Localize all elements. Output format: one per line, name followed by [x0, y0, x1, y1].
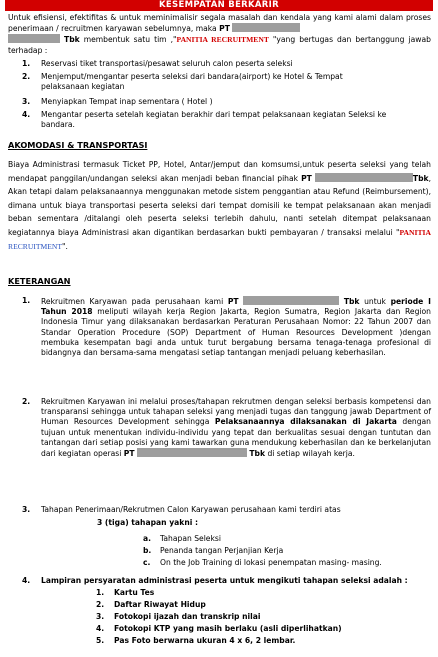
- akomodasi-tbk: Tbk: [412, 173, 429, 183]
- ket-item-3-text: Tahapan Penerimaan/Rekrutmen Calon Karyawan perusahaan kami terdiri atas: [41, 505, 341, 514]
- ket-item-2-text: [41, 397, 431, 459]
- intro-item-3-number: 3.: [22, 97, 31, 106]
- intro-pt: PT: [219, 24, 230, 34]
- ket-item-4-number: 4.: [22, 576, 31, 585]
- ket-4-item-4-text: Fotokopi KTP yang masih berlaku (asli diperlihatkan): [114, 624, 342, 633]
- intro-item-2-number: 2.: [22, 72, 31, 81]
- ket-1-periode: periode I Tahun 2018: [41, 297, 431, 317]
- ket-3-sub-c-letter: c.: [143, 558, 151, 567]
- ket-4-item-5-text: Pas Foto berwarna ukuran 4 x 6, 2 lembar.: [114, 636, 296, 645]
- ket-4-item-1-number: 1.: [96, 588, 105, 597]
- intro-item-3-text: Menyiapkan Tempat inap sementara ( Hotel ): [41, 97, 213, 106]
- ket-1-tbk: Tbk: [343, 297, 360, 306]
- akomodasi-text-a: Biaya Administrasi termasuk Ticket PP, Hotel, Antar/jemput dan komsumsi,untuk peserta seleksi yang telah mendapat panggilan/undangan seleksi akan menjadi beban financial pihak: [8, 160, 431, 183]
- ket-4-item-5-number: 5.: [96, 636, 105, 645]
- akomodasi-text-b: , Akan tetapi dalam pelaksanaannya menggunakan metode sistem penggantian atau Refund (Reimbursement), dimana untuk biaya transportasi peserta seleksi dari tempat domisili ke tempat pelaksanaan akan menjadi beban sementara /ditalangi oleh peserta seleksi terlebih dahulu, nanti setelah ditempat pelaksanaan kegiatannya biaya Administrasi akan digantikan berdasarkan bukti pembayaran / transaksi melalui ": [8, 173, 432, 237]
- ket-1-text-a: Rekruitmen Karyawan pada perusahaan kami: [41, 297, 224, 306]
- ket-2-text-c: di setiap wilayah kerja.: [267, 449, 355, 459]
- panitia-recruitment-label: PANITIA RECRUITMENT: [176, 35, 269, 45]
- redacted-company-name: [8, 34, 60, 43]
- ket-4-item-2-text: Daftar Riwayat Hidup: [114, 600, 206, 609]
- akomodasi-heading: AKOMODASI & TRANSPORTASI: [8, 140, 148, 150]
- ket-2-tbk: Tbk: [249, 449, 266, 459]
- redacted-company-name: [315, 173, 413, 182]
- ket-1-text-b: untuk: [364, 297, 386, 306]
- intro-item-4-text: Mengantar peserta setelah kegiatan berakhir dari tempat pelaksanaan kegiatan Seleksi ke bandara.: [41, 110, 387, 130]
- ket-4-item-3-text: Fotokopi ijazah dan transkrip nilai: [114, 612, 261, 621]
- intro-text-a: Untuk efisiensi, efektifitas & untuk meminimalisir segala masalah dan kendala yang kami alami dalam proses penerimaan / recruitmen karyawan sebelumnya, maka: [8, 13, 431, 34]
- ket-2-pelaksanaan: Pelaksanaannya dilaksanakan di Jakarta: [214, 417, 397, 427]
- redacted-company-name: [137, 448, 247, 457]
- intro-text-c: "yang bertugas dan bertanggung jawab terhadap :: [8, 35, 431, 55]
- ket-3-sub-c-text: On the Job Training di lokasi penempatan masing- masing.: [160, 558, 382, 567]
- ket-4-item-1-text: Kartu Tes: [114, 588, 155, 597]
- intro-text-b: membentuk satu tim ,": [83, 35, 177, 45]
- ket-3-sub-a-text: Tahapan Seleksi: [160, 534, 221, 543]
- ket-item-3-number: 3.: [22, 505, 31, 514]
- ket-4-item-2-number: 2.: [96, 600, 105, 609]
- ket-item-1-text: [41, 296, 431, 358]
- ket-2-pt: PT: [123, 449, 135, 459]
- ket-1-pt: PT: [227, 297, 239, 306]
- intro-item-2-text: Menjemput/mengantar peserta seleksi dari bandara(airport) ke Hotel & Tempat pelaksanaan kegiatan: [41, 72, 343, 92]
- ket-4-item-3-number: 3.: [96, 612, 105, 621]
- ket-3-sub-b-letter: b.: [143, 546, 152, 555]
- ket-item-2-number: 2.: [22, 397, 31, 406]
- ket-2-text-a: Rekruitmen Karyawan ini melalui proses/tahapan rekrutmen dengan seleksi berbasis kompetensi dan transparansi sehingga untuk tahapan seleksi yang menjadi tugas dan tanggung jawab Department of Human Resources Development sehingga: [41, 397, 431, 427]
- ket-3-sub-a-letter: a.: [143, 534, 152, 543]
- ket-2-text-b: dengan tujuan untuk menentukan individu-individu yang tepat dan berkualitas sesuai dengan tuntutan dan tantangan dari setiap posisi yang kami tawarkan guna mendukung keberhasilan dan ke berkelanjutan dari kegiatan operasi: [41, 417, 431, 459]
- ket-1-text-c: meliputi wilayah kerja Region Jakarta, Region Sumatra, Region Jakarta dan Region Indonesia Timur yang dilaksanakan berdasarkan Peraturan Perusahaan Nomor: 22 Tahun 2007 dan Standar Operation Procedure (SOP) Department of Human Resources Development )dengan membuka kesempatan bagi anda untuk turut bergabung bersama tenaga-tenaga profesional di bidangnya dan bersama-sama mengatasi setiap tantangan menjadi peluang keberhasilan.: [41, 307, 431, 358]
- intro-tbk: Tbk: [64, 35, 80, 45]
- redacted-company-name: [243, 296, 339, 305]
- intro-paragraph: [8, 13, 431, 56]
- ket-item-4-text: Lampiran persyaratan administrasi peserta untuk mengikuti tahapan seleksi adalah :: [41, 576, 408, 585]
- ket-item-3-subtitle: 3 (tiga) tahapan yakni :: [97, 518, 199, 527]
- keterangan-heading: KETERANGAN: [8, 276, 71, 286]
- intro-item-4-number: 4.: [22, 110, 31, 119]
- intro-item-1-text: Reservasi tiket transportasi/pesawat seluruh calon peserta seleksi: [41, 59, 293, 68]
- akomodasi-recruitment: RECRUITMENT: [8, 241, 62, 251]
- intro-item-1-number: 1.: [22, 59, 31, 68]
- ket-4-item-4-number: 4.: [96, 624, 105, 633]
- ket-3-sub-b-text: Penanda tangan Perjanjian Kerja: [160, 546, 284, 555]
- akomodasi-paragraph: [8, 158, 431, 253]
- banner-title: KESEMPATAN BERKARIR: [5, 0, 433, 11]
- redacted-company-name: [232, 23, 300, 32]
- akomodasi-pt: PT: [301, 173, 312, 183]
- ket-item-1-number: 1.: [22, 296, 31, 305]
- akomodasi-end: ".: [62, 241, 68, 251]
- akomodasi-panitia: PANITIA: [399, 227, 431, 237]
